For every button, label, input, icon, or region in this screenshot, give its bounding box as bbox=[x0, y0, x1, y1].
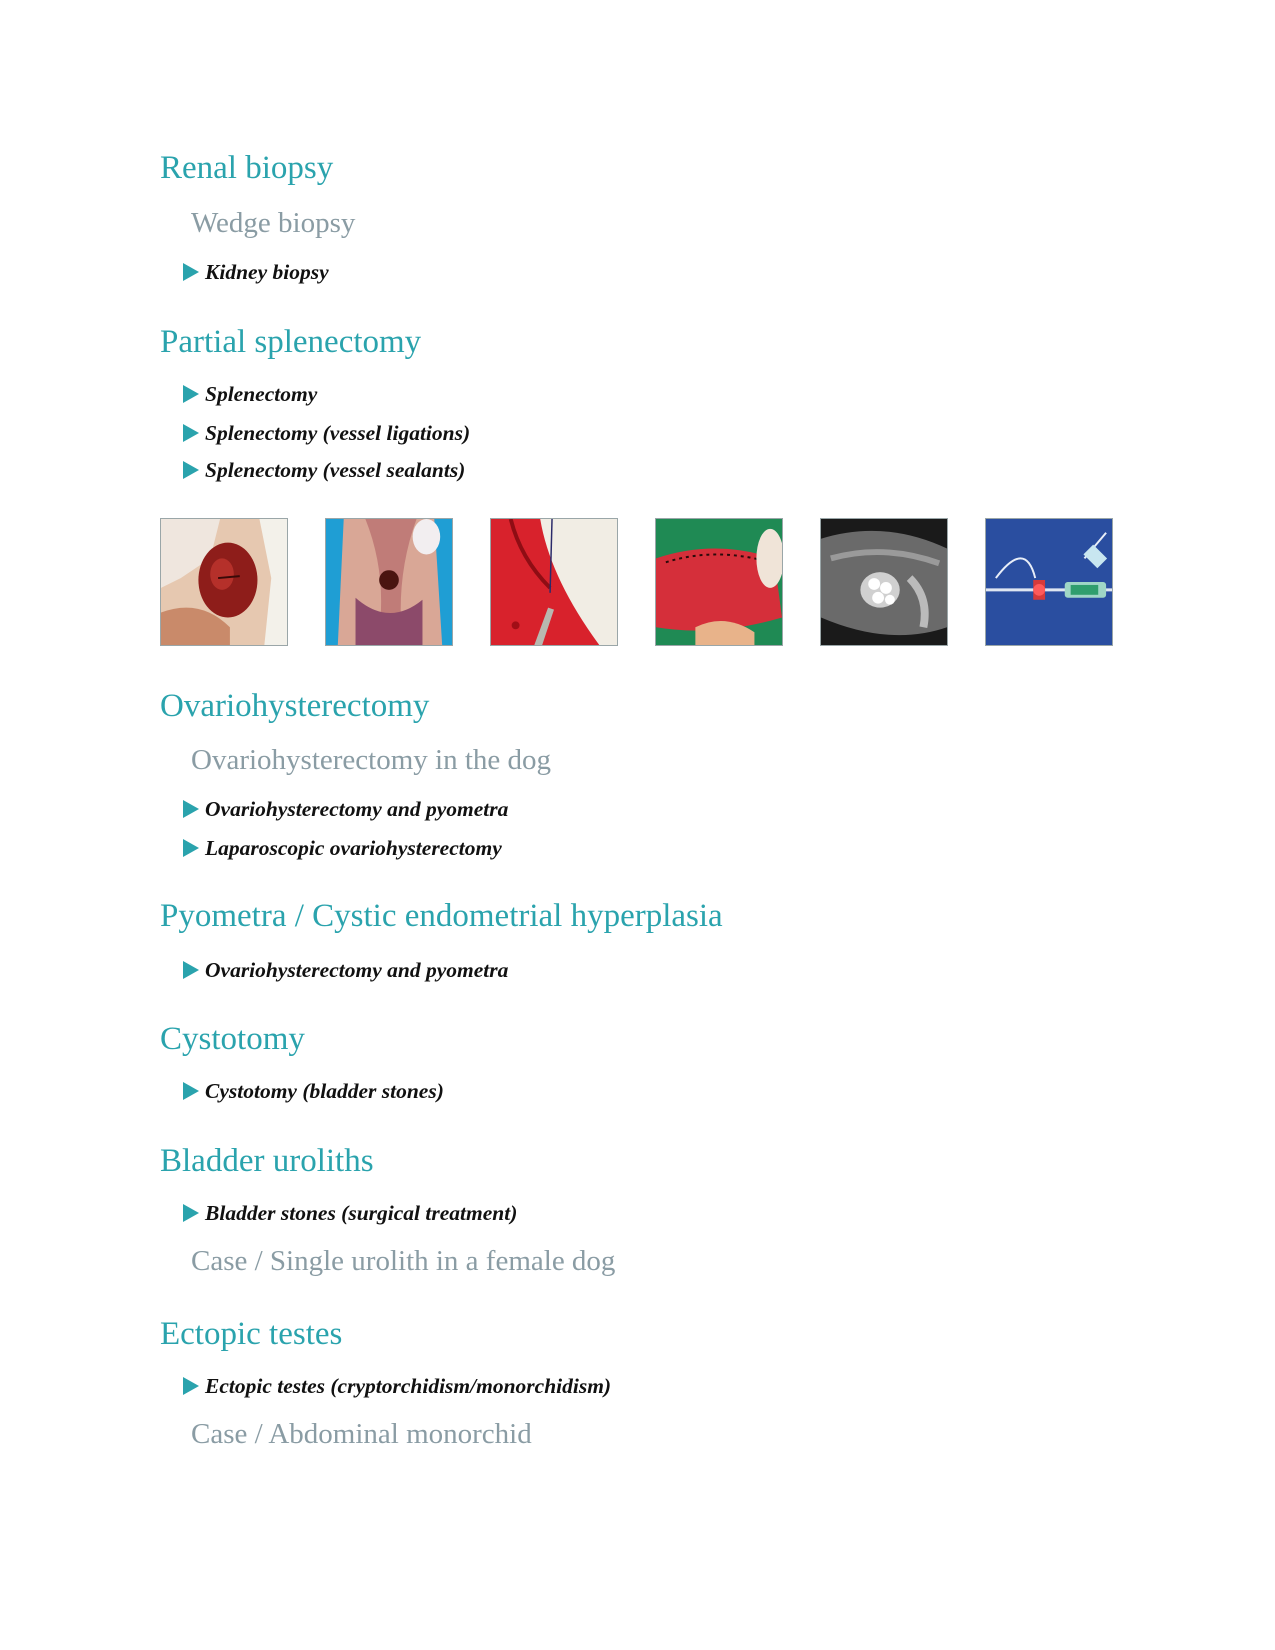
spleen-surgery-photo[interactable] bbox=[325, 518, 453, 646]
case-single-urolith[interactable]: Case / Single urolith in a female dog bbox=[191, 1245, 616, 1277]
kidney-surgery-photo[interactable] bbox=[160, 518, 288, 646]
play-arrow-icon bbox=[183, 1204, 199, 1222]
subheading-wedge-biopsy[interactable]: Wedge biopsy bbox=[191, 207, 356, 239]
link-splenectomy-vessel-sealants[interactable]: Splenectomy (vessel sealants) bbox=[183, 460, 465, 482]
play-arrow-icon bbox=[183, 385, 199, 403]
link-ectopic-testes[interactable]: Ectopic testes (cryptorchidism/monorchidism) bbox=[183, 1376, 611, 1398]
link-cystotomy-bladder-stones[interactable]: Cystotomy (bladder stones) bbox=[183, 1081, 444, 1103]
heading-bladder-uroliths: Bladder uroliths bbox=[160, 1143, 374, 1179]
play-arrow-icon bbox=[183, 839, 199, 857]
heading-partial-splenectomy: Partial splenectomy bbox=[160, 324, 422, 360]
subheading-ovariohysterectomy-in-the-dog[interactable]: Ovariohysterectomy in the dog bbox=[191, 744, 551, 776]
tissue-suture-photo[interactable] bbox=[490, 518, 618, 646]
case-abdominal-monorchid[interactable]: Case / Abdominal monorchid bbox=[191, 1418, 532, 1450]
catheter-syringe-photo[interactable] bbox=[985, 518, 1113, 646]
link-splenectomy[interactable]: Splenectomy bbox=[183, 384, 317, 406]
heading-pyometra: Pyometra / Cystic endometrial hyperplasia bbox=[160, 898, 723, 934]
heading-cystotomy: Cystotomy bbox=[160, 1021, 305, 1057]
play-arrow-icon bbox=[183, 1377, 199, 1395]
link-splenectomy-vessel-ligations[interactable]: Splenectomy (vessel ligations) bbox=[183, 423, 470, 445]
heading-renal-biopsy: Renal biopsy bbox=[160, 150, 334, 186]
link-bladder-stones-surgical[interactable]: Bladder stones (surgical treatment) bbox=[183, 1203, 517, 1225]
link-laparoscopic-ovariohysterectomy[interactable]: Laparoscopic ovariohysterectomy bbox=[183, 838, 502, 860]
play-arrow-icon bbox=[183, 424, 199, 442]
link-ovariohysterectomy-and-pyometra[interactable]: Ovariohysterectomy and pyometra bbox=[183, 799, 508, 821]
play-arrow-icon bbox=[183, 263, 199, 281]
link-pyometra-ovariohysterectomy[interactable]: Ovariohysterectomy and pyometra bbox=[183, 960, 508, 982]
play-arrow-icon bbox=[183, 800, 199, 818]
heading-ectopic-testes: Ectopic testes bbox=[160, 1316, 343, 1352]
play-arrow-icon bbox=[183, 961, 199, 979]
bladder-xray-photo[interactable] bbox=[820, 518, 948, 646]
play-arrow-icon bbox=[183, 461, 199, 479]
heading-ovariohysterectomy: Ovariohysterectomy bbox=[160, 688, 430, 724]
play-arrow-icon bbox=[183, 1082, 199, 1100]
sutured-organ-photo[interactable] bbox=[655, 518, 783, 646]
link-kidney-biopsy[interactable]: Kidney biopsy bbox=[183, 262, 329, 284]
